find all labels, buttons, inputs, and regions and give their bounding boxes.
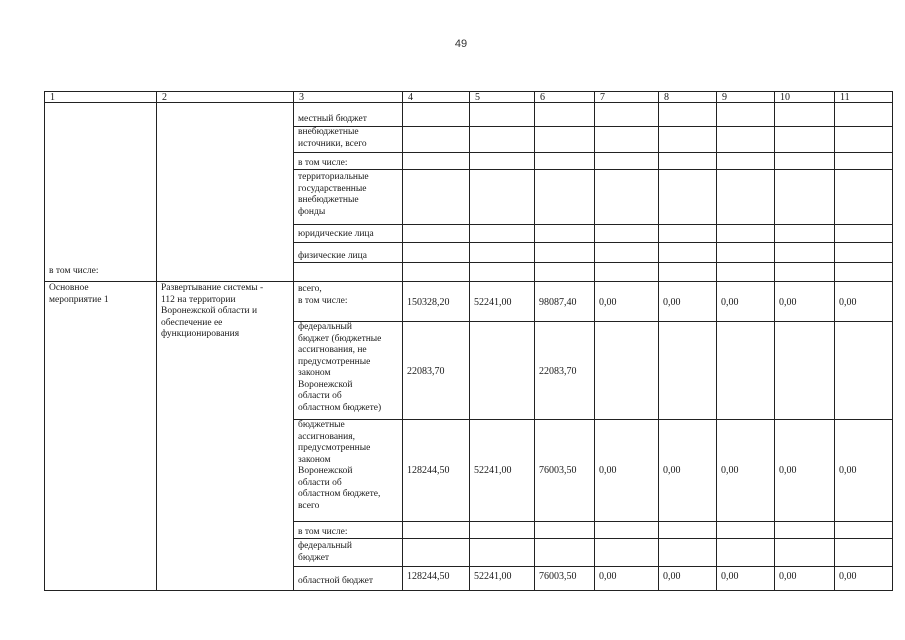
column-header-9: 9: [722, 92, 727, 103]
page-number: 49: [454, 38, 468, 50]
row-border: [293, 169, 893, 170]
value-regional-10: 0,00: [779, 571, 797, 582]
row-border: [293, 242, 893, 243]
value-total-9: 0,00: [721, 297, 739, 308]
column-header-2: 2: [162, 92, 167, 103]
column-header-11: 11: [840, 92, 850, 103]
column-header-5: 5: [475, 92, 480, 103]
col-border-9: [716, 91, 717, 590]
row-label-budget-allocations: бюджетные ассигнования, предусмотренные законом Воронежской области об областном бюджете, всего: [298, 420, 381, 511]
row-label-including: в том числе:: [298, 158, 348, 168]
value-total-5: 52241,00: [474, 297, 512, 308]
value-budget-allocations-11: 0,00: [839, 465, 857, 476]
row-label-legal-entities: юридические лица: [298, 229, 374, 239]
row-label-federal-budget: федеральный бюджет: [298, 541, 352, 563]
value-regional-11: 0,00: [839, 571, 857, 582]
column-header-6: 6: [540, 92, 545, 103]
row-label-extrabudget-sources: внебюджетные источники, всего: [298, 127, 367, 149]
row-border: [293, 126, 893, 127]
row-border: [293, 224, 893, 225]
section-top-border: [44, 281, 893, 282]
column-header-7: 7: [600, 92, 605, 103]
row-label-individuals: физические лица: [298, 251, 367, 261]
row-label-including-2: в том числе:: [298, 527, 348, 537]
col-border-11: [834, 91, 835, 590]
column-header-8: 8: [664, 92, 669, 103]
row-label-local-budget: местный бюджет: [298, 114, 367, 124]
row-border: [293, 152, 893, 153]
value-budget-allocations-4: 128244,50: [407, 465, 450, 476]
value-regional-4: 128244,50: [407, 571, 450, 582]
value-regional-7: 0,00: [599, 571, 617, 582]
value-regional-5: 52241,00: [474, 571, 512, 582]
value-regional-6: 76003,50: [539, 571, 577, 582]
value-federal-4: 22083,70: [407, 366, 445, 377]
value-total-10: 0,00: [779, 297, 797, 308]
col-border-2: [156, 91, 157, 590]
col-border-6: [534, 91, 535, 590]
row-border: [293, 262, 893, 263]
value-budget-allocations-8: 0,00: [663, 465, 681, 476]
value-total-6: 98087,40: [539, 297, 577, 308]
value-total-11: 0,00: [839, 297, 857, 308]
row-label-territorial-funds: территориальные государственные внебюджетные фонды: [298, 172, 369, 217]
row-label-federal: федеральный бюджет (бюджетные ассигнования, не предусмотренные законом Воронежской области об областном бюджете): [298, 322, 382, 413]
col-border-10: [774, 91, 775, 590]
measure-label: Основное мероприятие 1: [49, 283, 109, 305]
table-top-border: [44, 91, 893, 92]
col-border-3: [293, 91, 294, 590]
header-bottom-border: [44, 102, 893, 103]
col-border-5: [469, 91, 470, 590]
value-budget-allocations-7: 0,00: [599, 465, 617, 476]
column-header-1: 1: [50, 92, 55, 103]
value-federal-6: 22083,70: [539, 366, 577, 377]
value-total-7: 0,00: [599, 297, 617, 308]
row-border: [293, 566, 893, 567]
value-budget-allocations-10: 0,00: [779, 465, 797, 476]
col-border-8: [658, 91, 659, 590]
value-total-4: 150328,20: [407, 297, 450, 308]
value-budget-allocations-6: 76003,50: [539, 465, 577, 476]
row-border: [293, 521, 893, 522]
row-border: [293, 538, 893, 539]
row-border: [293, 321, 893, 322]
column-header-10: 10: [780, 92, 790, 103]
col-border-4: [402, 91, 403, 590]
measure-name: Развертывание системы - 112 на территории Воронежской области и обеспечение ее функционирования: [161, 283, 264, 339]
value-total-8: 0,00: [663, 297, 681, 308]
row-label-regional: областной бюджет: [298, 576, 374, 586]
row-label-total: всего, в том числе:: [298, 284, 348, 306]
value-budget-allocations-9: 0,00: [721, 465, 739, 476]
column-header-3: 3: [299, 92, 304, 103]
value-budget-allocations-5: 52241,00: [474, 465, 512, 476]
col-border-12: [892, 91, 893, 590]
table-left-border: [44, 91, 45, 590]
table-bottom-border: [44, 590, 893, 591]
value-regional-9: 0,00: [721, 571, 739, 582]
col-border-7: [594, 91, 595, 590]
column-header-4: 4: [408, 92, 413, 103]
row-border: [293, 419, 893, 420]
section-label-including: в том числе:: [49, 266, 99, 276]
value-regional-8: 0,00: [663, 571, 681, 582]
